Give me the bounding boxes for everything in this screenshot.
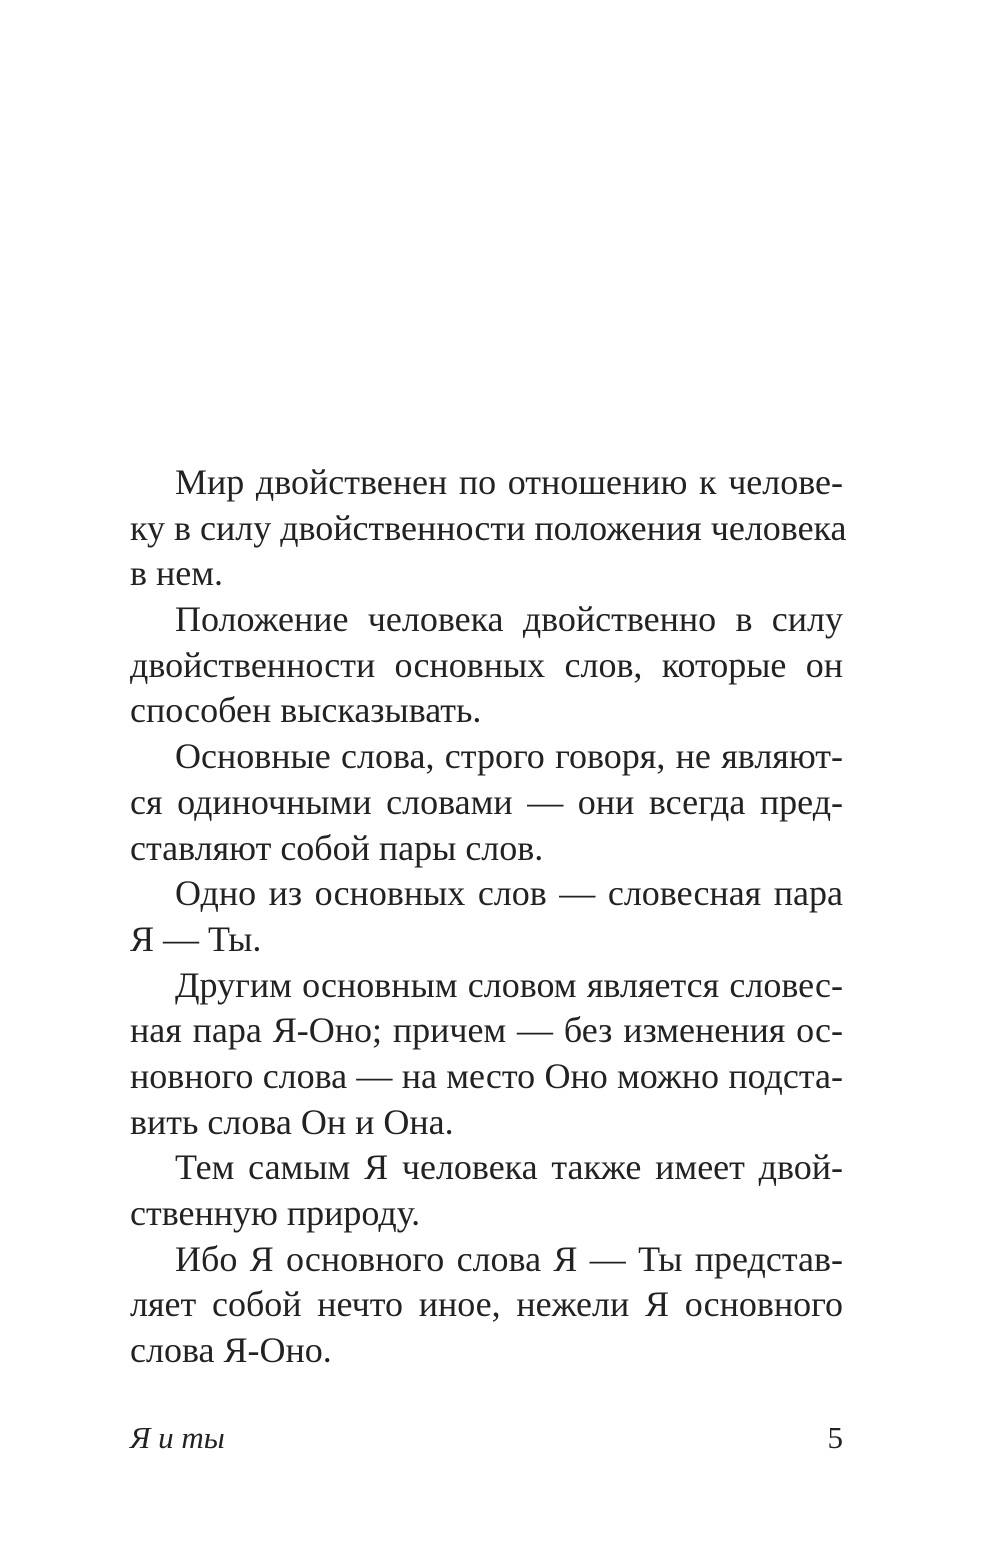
- text-line: ная пара Я-Оно; причем — без изменения ос-: [130, 1010, 843, 1051]
- text-line: новного слова — на место Оно можно подста-: [130, 1055, 843, 1096]
- text-line: Я — Ты.: [130, 918, 262, 959]
- text-line: ственную природу.: [130, 1193, 421, 1233]
- body-text: [130, 460, 847, 1374]
- running-title: Я и ты: [130, 1420, 225, 1455]
- text-line: ся одиночными словами — они всегда пред-: [130, 781, 843, 822]
- text-line: Другим основным словом является словес-: [175, 964, 843, 1005]
- paragraph-7: [130, 1237, 843, 1374]
- text-line: ставляют собой пары слов.: [130, 827, 544, 868]
- text-line: ку в силу двойственности положения человека: [130, 507, 847, 548]
- text-line: способен высказывать.: [130, 690, 482, 731]
- paragraph-6: [130, 1145, 843, 1236]
- text-line: Мир двойственен по отношению к челове-: [175, 462, 843, 502]
- paragraph-5: [130, 963, 843, 1146]
- page-number: 5: [827, 1420, 843, 1455]
- text-line: Ибо Я основного слова Я — Ты представ-: [175, 1238, 843, 1279]
- text-line: в нем.: [130, 553, 224, 594]
- paragraph-4: [130, 871, 843, 962]
- text-line: двойственности основных слов, которые он: [130, 644, 843, 685]
- text-line: слова Я-Оно.: [130, 1330, 332, 1371]
- text-line: Тем самым Я человека также имеет двой-: [175, 1147, 843, 1188]
- paragraph-3: [130, 734, 843, 871]
- text-line: Положение человека двойственно в силу: [175, 599, 843, 640]
- text-line: Одно из основных слов — словесная пара: [175, 873, 843, 914]
- text-line: вить слова Он и Она.: [130, 1101, 454, 1142]
- text-line: ляет собой нечто иное, нежели Я основного: [130, 1284, 843, 1325]
- text-line: Основные слова, строго говоря, не являют-: [175, 736, 843, 777]
- paragraph-2: [130, 597, 843, 734]
- paragraph-1: [130, 460, 847, 597]
